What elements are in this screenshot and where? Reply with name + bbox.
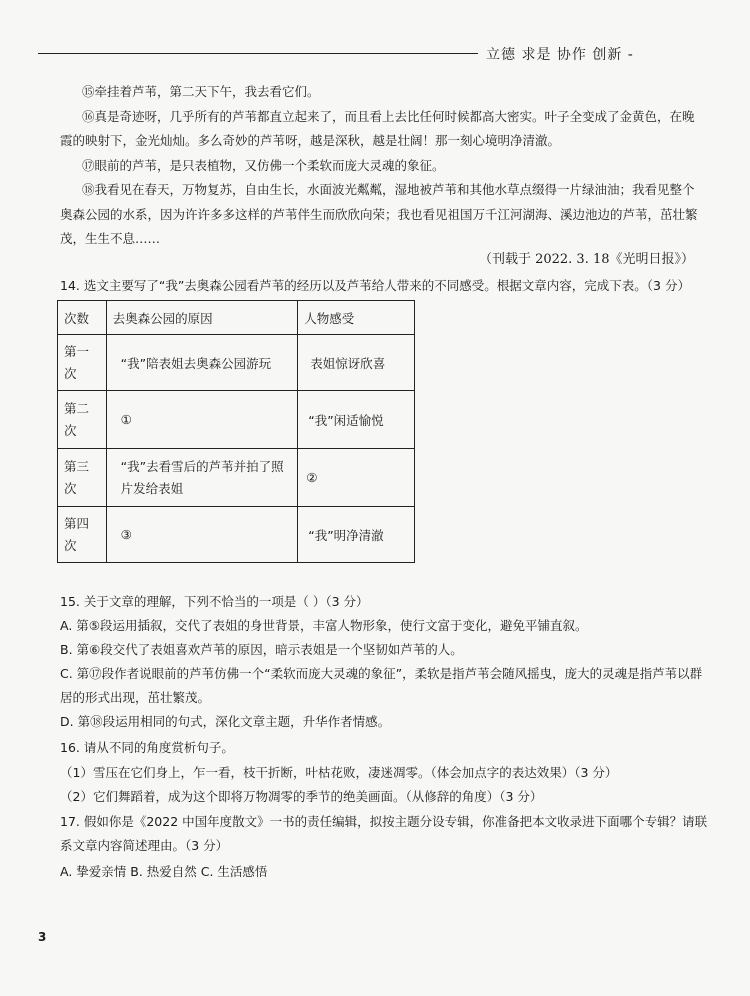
question-14: 14. 选文主要写了“我”去奥森公园看芦苇的经历以及芦苇给人带来的不同感受。根据文章内容，完成下表。（3 分）	[60, 278, 690, 293]
table-header-cell: 次数	[58, 301, 107, 335]
passage-source: （刊载于 2022. 3. 18《光明日报》）	[478, 252, 694, 267]
question-17-options: A. 挚爱亲情 B. 热爱自然 C. 生活感悟	[60, 864, 268, 879]
answer-blank-1: ①	[106, 391, 298, 449]
table-cell-feeling: “我”闲适愉悦	[298, 391, 415, 449]
table-row	[58, 391, 415, 449]
question-16-item-1: （1）雪压在它们身上，乍一看，枝干折断，叶枯花败，凄迷凋零。（体会加点字的表达效果）（3 分）	[60, 765, 618, 780]
question-15-option-b: B. 第⑥段交代了表姐喜欢芦苇的原因，暗示表姐是一个坚韧如芦苇的人。	[60, 642, 463, 657]
question-14-table	[57, 300, 415, 563]
table-cell-num: 第四次	[58, 507, 107, 563]
table-cell-reason: “我”去看雪后的芦苇并拍了照片发给表姐	[106, 449, 298, 507]
table-row	[58, 449, 415, 507]
table-cell-num: 第二次	[58, 391, 107, 449]
paragraph-17: ⑰眼前的芦苇，是只表植物，又仿佛一个柔软而庞大灵魂的象征。	[82, 157, 445, 173]
question-15-option-a: A. 第⑤段运用插叙，交代了表姐的身世背景，丰富人物形象，使行文富于变化，避免平铺直叙。	[60, 618, 588, 633]
paragraph-16: ⑯真是奇迹呀，几乎所有的芦苇都直立起来了，而且看上去比任何时候都高大密实。叶子全变成了金黄色，在晚霞的映射下，金光灿灿。多么奇妙的芦苇呀，越是深秋，越是壮阔！那一刻心境明净清澈。	[60, 108, 695, 148]
question-16: 16. 请从不同的角度赏析句子。	[60, 740, 234, 755]
question-16-item-2: （2）它们舞蹈着，成为这个即将万物凋零的季节的绝美画面。（从修辞的角度）（3 分）	[60, 789, 543, 804]
answer-blank-3: ③	[106, 507, 298, 563]
table-cell-reason: “我”陪表姐去奥森公园游玩	[106, 335, 298, 391]
table-header-cell: 人物感受	[298, 301, 415, 335]
paragraph-18: ⑱我看见在春天，万物复苏，自由生长，水面波光粼粼，湿地被芦苇和其他水草点缀得一片绿油油；我看见整个奥森公园的水系，因为许许多多这样的芦苇伴生而欣欣向荣；我也看见祖国万千江河湖海、溪边池边的芦苇，茁壮繁茂，生生不息……	[60, 182, 698, 246]
table-row	[58, 335, 415, 391]
answer-blank-2: ②	[298, 449, 415, 507]
question-15-option-d: D. 第⑱段运用相同的句式，深化文章主题，升华作者情感。	[60, 714, 391, 729]
header-rule	[38, 53, 478, 54]
table-header-cell: 去奥森公园的原因	[106, 301, 298, 335]
paragraph-15: ⑮牵挂着芦苇，第二天下午，我去看它们。	[82, 84, 320, 99]
reading-passage	[60, 80, 700, 252]
table-cell-feeling: “我”明净清澈	[298, 507, 415, 563]
question-15: 15. 关于文章的理解，下列不恰当的一项是（ ）（3 分）	[60, 594, 369, 609]
table-row	[58, 507, 415, 563]
question-15-option-c: C. 第⑰段作者说眼前的芦苇仿佛一个“柔软而庞大灵魂的象征”，柔软是指芦苇会随风摇曳，庞大的灵魂是指芦苇以群居的形式出现，茁壮繁茂。	[60, 666, 703, 705]
question-17: 17. 假如你是《2022 中国年度散文》一书的责任编辑，拟按主题分设专辑，你准备把本文收录进下面哪个专辑？请联系文章内容简述理由。（3 分）	[60, 814, 708, 853]
table-cell-num: 第一次	[58, 335, 107, 391]
header-motto: 立德 求是 协作 创新 -	[486, 47, 634, 63]
table-cell-num: 第三次	[58, 449, 107, 507]
table-header-row	[58, 301, 415, 335]
table-cell-feeling: 表姐惊讶欣喜	[298, 335, 415, 391]
page-number: 3	[38, 930, 47, 944]
